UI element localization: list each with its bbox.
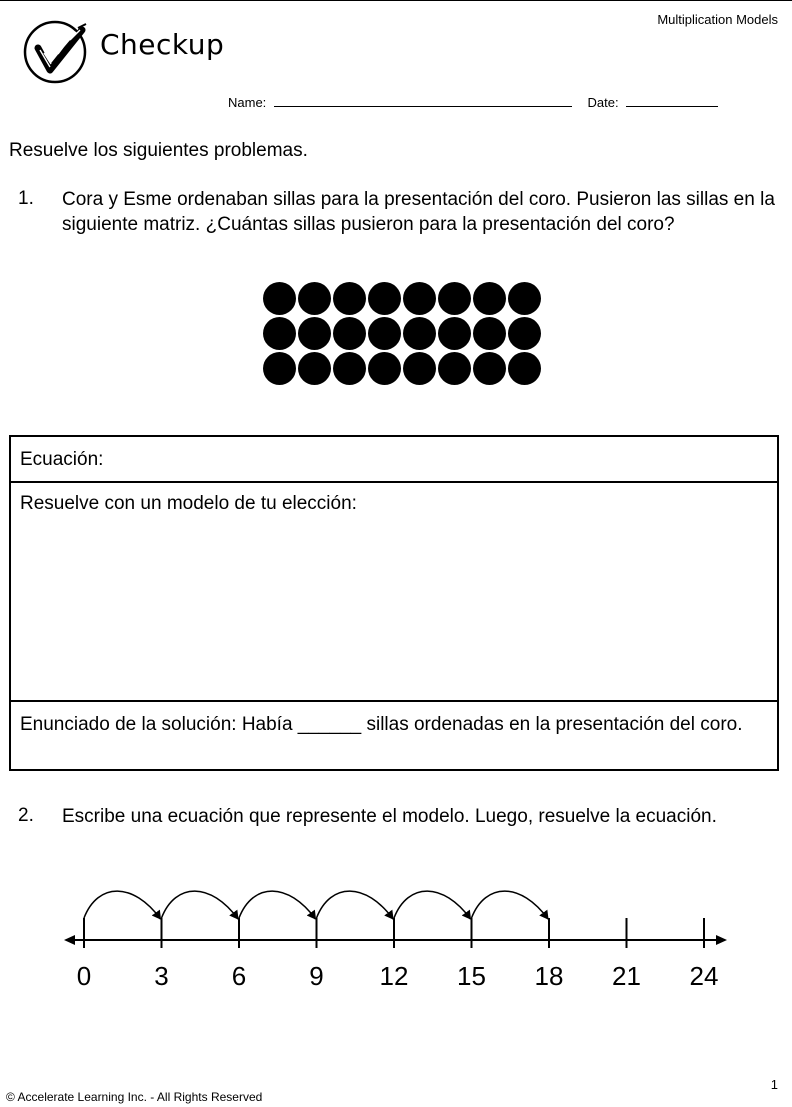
date-label: Date: xyxy=(587,95,619,110)
array-dot xyxy=(438,317,471,350)
array-dot xyxy=(333,282,366,315)
number-line-left-arrow xyxy=(64,935,75,945)
array-dot xyxy=(508,352,541,385)
array-dot xyxy=(438,352,471,385)
array-dot xyxy=(298,352,331,385)
number-line-tick-label: 21 xyxy=(612,961,641,991)
number-line-tick-label: 6 xyxy=(231,961,247,991)
checkup-logo-text: Checkup xyxy=(100,28,225,61)
array-dot xyxy=(438,282,471,315)
array-dot xyxy=(508,282,541,315)
problem-1-number: 1. xyxy=(18,188,34,209)
number-line-tick-label: 18 xyxy=(534,961,564,991)
array-dot xyxy=(263,317,296,350)
array-dot xyxy=(333,317,366,350)
array-dot xyxy=(473,317,506,350)
number-line-tick-label: 24 xyxy=(689,961,719,991)
chair-array xyxy=(262,281,544,387)
solution-row[interactable] xyxy=(11,702,777,769)
array-dot xyxy=(508,317,541,350)
array-dot xyxy=(473,282,506,315)
date-field[interactable] xyxy=(626,95,718,107)
jump-arc xyxy=(162,891,239,919)
number-line-tick-label: 9 xyxy=(309,961,324,991)
equation-label: Ecuación: xyxy=(20,449,104,470)
array-dot xyxy=(333,352,366,385)
array-dot xyxy=(263,352,296,385)
model-label: Resuelve con un modelo de tu elección: xyxy=(20,493,357,514)
checkup-logo-icon xyxy=(20,18,94,86)
array-dot xyxy=(298,317,331,350)
name-field[interactable] xyxy=(274,95,572,107)
array-dot xyxy=(368,352,401,385)
equation-row[interactable] xyxy=(11,437,777,483)
number-line-tick-label: 15 xyxy=(457,961,486,991)
array-dot xyxy=(368,282,401,315)
instructions: Resuelve los siguientes problemas. xyxy=(9,140,308,161)
array-dot xyxy=(403,282,436,315)
number-line-tick-label: 12 xyxy=(379,961,409,991)
copyright: © Accelerate Learning Inc. - All Rights Reserved xyxy=(6,1090,263,1104)
solution-statement: Enunciado de la solución: Había ______ sillas ordenadas en la presentación del coro. xyxy=(20,714,743,735)
problem-2-number: 2. xyxy=(18,805,34,826)
top-border xyxy=(0,0,792,1)
model-row[interactable] xyxy=(11,483,777,702)
jump-arc xyxy=(472,891,549,919)
unit-title: Multiplication Models xyxy=(657,12,778,27)
answer-box xyxy=(9,435,779,771)
array-dot xyxy=(403,352,436,385)
number-line xyxy=(60,885,732,995)
name-date-row xyxy=(228,95,718,110)
problem-1-text: Cora y Esme ordenaban sillas para la presentación del coro. Pusieron las sillas en la siguiente matriz. ¿Cuántas sillas pusieron para la presentación del coro? xyxy=(62,189,775,235)
array-dot xyxy=(368,317,401,350)
array-dot xyxy=(263,282,296,315)
name-label: Name: xyxy=(228,95,267,110)
number-line-tick-label: 0 xyxy=(76,961,92,991)
jump-arc xyxy=(394,891,471,919)
jump-arc xyxy=(239,891,316,919)
array-dot xyxy=(298,282,331,315)
array-dot xyxy=(473,352,506,385)
page-number: 1 xyxy=(770,1077,778,1092)
number-line-tick-label: 3 xyxy=(154,961,169,991)
jump-arc xyxy=(317,891,394,919)
problem-2-text: Escribe una ecuación que represente el modelo. Luego, resuelve la ecuación. xyxy=(62,806,717,827)
number-line-right-arrow xyxy=(716,935,727,945)
array-dot xyxy=(403,317,436,350)
jump-arc xyxy=(84,891,161,919)
